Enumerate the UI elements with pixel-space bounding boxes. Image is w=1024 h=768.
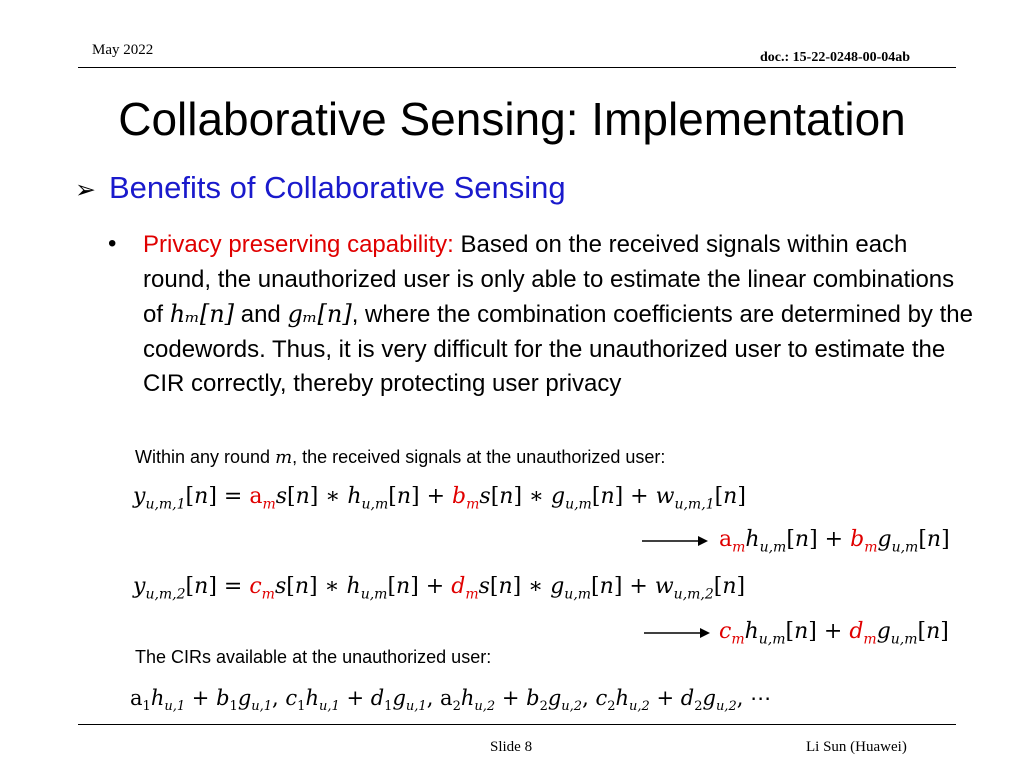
- equation-1-result: $a_mh_{u,m}[n] + b_mg_{u,m}[n]$: [719, 527, 950, 556]
- eq2-result-coef-c: c: [719, 619, 732, 644]
- symbol-h-m: hₘ[n]: [169, 300, 235, 328]
- footer-rule: [78, 724, 956, 725]
- eq1-w-sub: u,m,1: [674, 496, 715, 513]
- arrow-right-icon: [640, 533, 710, 549]
- footer-slide-number: Slide 8: [490, 739, 533, 755]
- arrow-right-icon: [642, 625, 712, 641]
- header-doc-id: doc.: 15-22-0248-00-04ab: [760, 50, 911, 65]
- eq2-w-sub: u,m,2: [673, 586, 714, 603]
- eq1-result-coef-a: a: [719, 527, 733, 552]
- eq2-lhs: y: [133, 574, 146, 599]
- cirs-expression: $a_1h_{u,1} + b_1g_{u,1}$, $c_1h_{u,1} + d_1g_{u,1}$, $a_2h_{u,2} + b_2g_{u,2}$, $c_2h_{u,2} + d_2g_{u,2}$, ⋯: [130, 686, 772, 715]
- bullet-dot-icon: •: [108, 230, 117, 257]
- symbol-g-m: gₘ[n]: [287, 300, 352, 328]
- eq2-coef-d: d: [451, 574, 466, 599]
- eq1-coef-b: b: [452, 484, 467, 509]
- within-text-a: Within any round: [135, 447, 276, 467]
- bullet-label: Privacy preserving capability:: [143, 231, 454, 258]
- arrow-bullet-icon: ➢: [75, 176, 96, 204]
- equation-2-result: $c_mh_{u,m}[n] + d_mg_{u,m}[n]$: [719, 619, 949, 648]
- section-heading-text: Benefits of Collaborative Sensing: [109, 170, 566, 205]
- eq2-lhs-sub: u,m,2: [145, 586, 186, 603]
- within-round-text: [135, 447, 665, 468]
- slide-title: Collaborative Sensing: Implementation: [118, 93, 906, 145]
- header-rule: [78, 67, 956, 68]
- within-text-b: , the received signals at the unauthorized user:: [292, 447, 666, 467]
- bullet-text-a: Based on the received signals within each round, the unauthorized user is only able to estimate the linear combinations of: [143, 231, 955, 328]
- eq2-coef-c: c: [249, 574, 262, 599]
- eq1-coef-a: a: [249, 484, 263, 509]
- equation-1: $y_{u,m,1}[n] = a_ms[n]$ ∗ $h_{u,m}[n] + b_ms[n]$ ∗ $g_{u,m}[n] + w_{u,m,1}[n]$: [133, 484, 746, 513]
- cirs-label: The CIRs available at the unauthorized user:: [135, 647, 492, 667]
- eq1-result-coef-b: b: [850, 527, 865, 552]
- equation-2: $y_{u,m,2}[n] = c_ms[n]$ ∗ $h_{u,m}[n] + d_ms[n]$ ∗ $g_{u,m}[n] + w_{u,m,2}[n]$: [133, 574, 746, 603]
- eq1-lhs: y: [133, 484, 146, 509]
- footer-author: Li Sun (Huawei): [806, 739, 907, 755]
- header-date: May 2022: [92, 42, 154, 58]
- eq2-result-coef-d: d: [849, 619, 864, 644]
- section-heading: [75, 170, 566, 206]
- bullet-paragraph: [143, 228, 973, 402]
- bullet-text-and: and: [234, 301, 288, 328]
- within-symbol-m: m: [275, 447, 293, 468]
- bullet-text-b: , where the combination coefficients are determined by the codewords. Thus, it is very difficult for the unauthorized user to estimate the CIR correctly, thereby protecting user privacy: [143, 301, 973, 397]
- eq1-lhs-sub: u,m,1: [145, 496, 186, 513]
